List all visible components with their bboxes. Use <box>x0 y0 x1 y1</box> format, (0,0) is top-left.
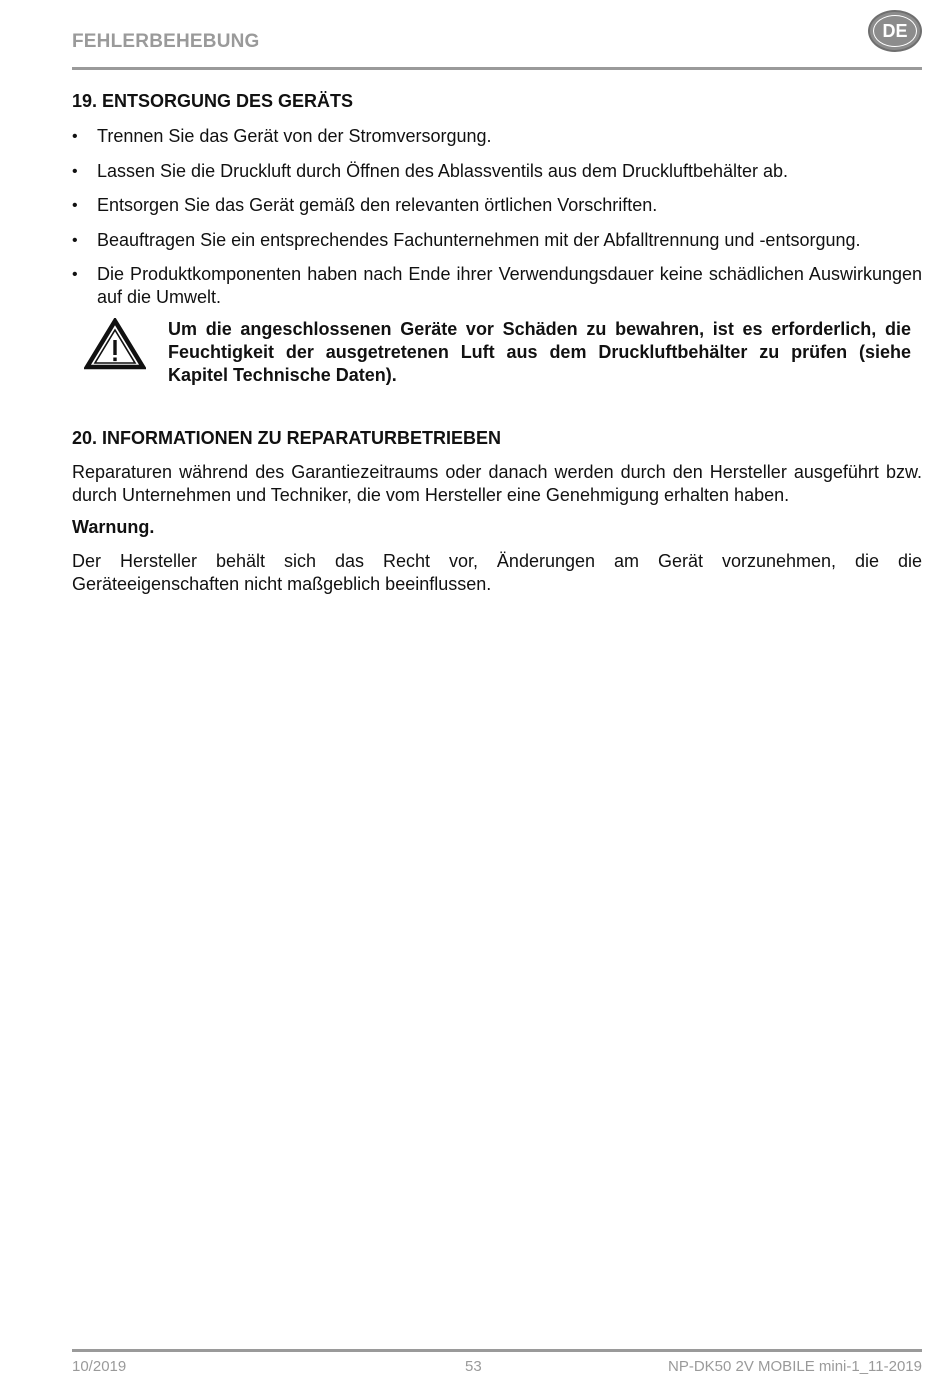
disposal-bullet-list <box>72 125 922 321</box>
warning-triangle-icon <box>84 318 146 370</box>
page-number: 53 <box>465 1358 482 1375</box>
footer-date: 10/2019 <box>72 1358 127 1375</box>
warning-label: Warnung. <box>72 517 155 537</box>
language-badge <box>868 10 922 52</box>
list-item: • Die Produktkomponenten haben nach Ende ihrer Verwendungsdauer keine schädlichen Auswirkungen auf die Umwelt. <box>72 263 922 309</box>
moisture-warning-text: Um die angeschlossenen Geräte vor Schäden zu bewahren, ist es erforderlich, die Feuchtigkeit der ausgetretenen Luft aus dem Druckluftbehälter zu prüfen (siehe Kapitel Technische Daten). <box>168 319 911 385</box>
list-item: • Lassen Sie die Druckluft durch Öffnen des Ablassventils aus dem Druckluftbehälter ab. <box>72 160 922 183</box>
manufacturer-rights-paragraph: Der Hersteller behält sich das Recht vor, Änderungen am Gerät vorzunehmen, die die Geräteeigenschaften nicht maßgeblich beeinflussen. <box>72 551 922 594</box>
list-item: • Entsorgen Sie das Gerät gemäß den relevanten örtlichen Vorschriften. <box>72 194 922 217</box>
header-title: FEHLERBEHEBUNG <box>72 31 260 52</box>
section-20-heading: 20. INFORMATIONEN ZU REPARATURBETRIEBEN <box>72 428 502 448</box>
language-badge-label: DE <box>873 15 917 47</box>
list-item: • Trennen Sie das Gerät von der Stromversorgung. <box>72 125 922 148</box>
list-item: • Beauftragen Sie ein entsprechendes Fachunternehmen mit der Abfalltrennung und -entsorgung. <box>72 229 922 252</box>
section-19-heading: 19. ENTSORGUNG DES GERÄTS <box>72 91 354 111</box>
document-id: NP-DK50 2V MOBILE mini-1_11-2019 <box>667 1358 922 1375</box>
footer-divider <box>72 1349 922 1352</box>
repair-info-paragraph: Reparaturen während des Garantiezeitraums oder danach werden durch den Hersteller ausgeführt bzw. durch Unternehmen und Techniker, die vom Hersteller eine Genehmigung erhalten haben. <box>72 462 922 505</box>
header-divider <box>72 67 922 70</box>
